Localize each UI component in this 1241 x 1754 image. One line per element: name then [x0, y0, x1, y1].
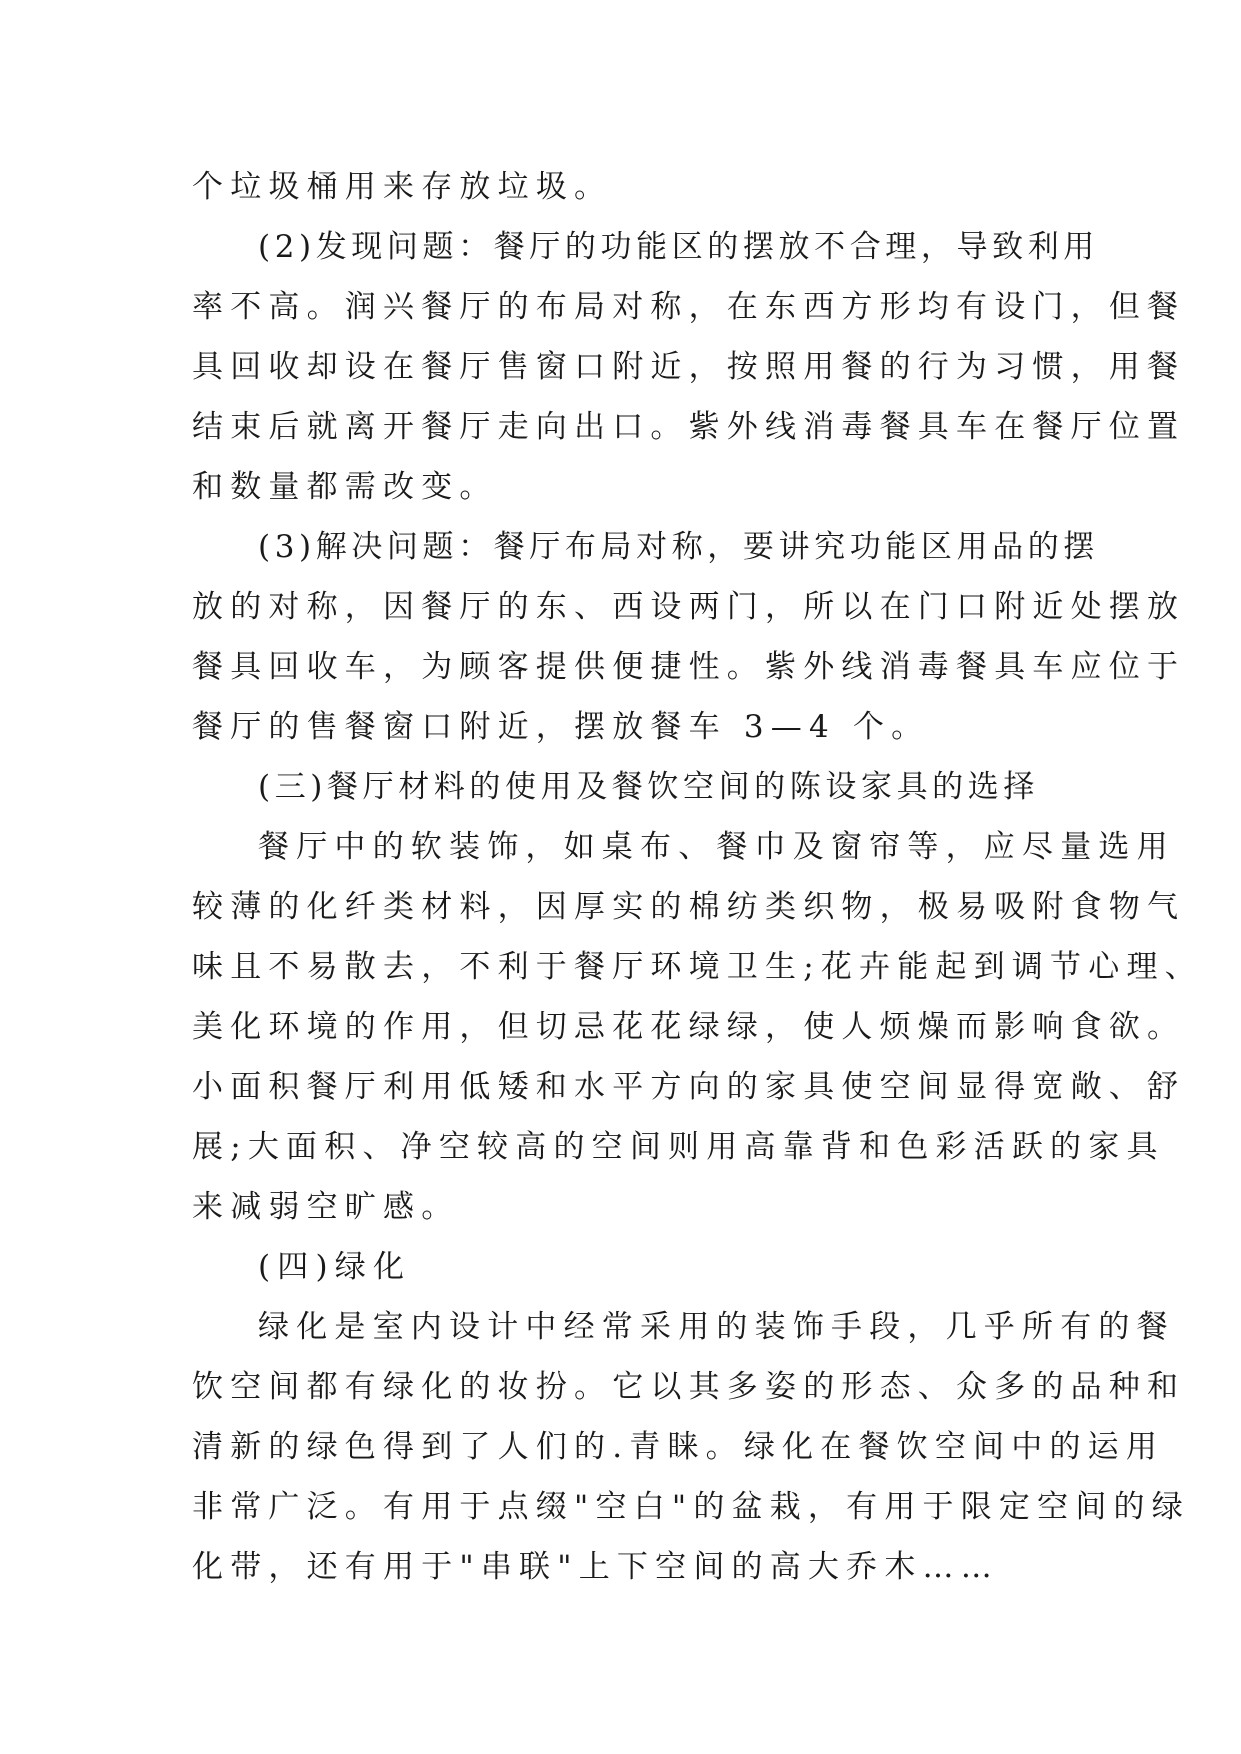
text-line: 绿化是室内设计中经常采用的装饰手段，几乎所有的餐 — [258, 1309, 1175, 1345]
text-line: 餐具回收车，为顾客提供便捷性。紫外线消毒餐具车应位于 — [192, 649, 1186, 685]
text-line: 率不高。润兴餐厅的布局对称，在东西方形均有设门，但餐 — [192, 289, 1186, 325]
text-line: 饮空间都有绿化的妆扮。它以其多姿的形态、众多的品种和 — [192, 1369, 1186, 1405]
text-line: (2)发现问题：餐厅的功能区的摆放不合理，导致利用 — [258, 229, 1099, 265]
section-heading: (三)餐厅材料的使用及餐饮空间的陈设家具的选择 — [258, 769, 1039, 805]
text-line: 放的对称，因餐厅的东、西设两门，所以在门口附近处摆放 — [192, 589, 1186, 625]
text-line: 美化环境的作用，但切忌花花绿绿，使人烦燥而影响食欲。 — [192, 1009, 1186, 1045]
text-line: 具回收却设在餐厅售窗口附近，按照用餐的行为习惯，用餐 — [192, 349, 1186, 385]
text-line: 较薄的化纤类材料，因厚实的棉纺类织物，极易吸附食物气 — [192, 889, 1186, 925]
text-line: (3)解决问题：餐厅布局对称，要讲究功能区用品的摆 — [258, 529, 1099, 565]
text-line: 来减弱空旷感。 — [192, 1189, 460, 1225]
text-line: 餐厅中的软装饰，如桌布、餐巾及窗帘等，应尽量选用 — [258, 829, 1175, 865]
text-line: 结束后就离开餐厅走向出口。紫外线消毒餐具车在餐厅位置 — [192, 409, 1186, 445]
text-line: 味且不易散去，不利于餐厅环境卫生;花卉能起到调节心理、 — [192, 949, 1203, 985]
text-line: 展;大面积、净空较高的空间则用高靠背和色彩活跃的家具 — [192, 1129, 1165, 1165]
text-line: 小面积餐厅利用低矮和水平方向的家具使空间显得宽敞、舒 — [192, 1069, 1186, 1105]
text-line: 餐厅的售餐窗口附近，摆放餐车 3—4 个。 — [192, 709, 930, 745]
text-line: 清新的绿色得到了人们的.青睐。绿化在餐饮空间中的运用 — [192, 1429, 1165, 1465]
document-body — [192, 157, 1203, 1597]
text-line: 非常广泛。有用于点缀"空白"的盆栽，有用于限定空间的绿 — [192, 1489, 1190, 1525]
text-line: 个垃圾桶用来存放垃圾。 — [192, 169, 613, 205]
section-heading: (四)绿化 — [258, 1249, 412, 1285]
text-line: 和数量都需改变。 — [192, 469, 498, 505]
text-line: 化带，还有用于"串联"上下空间的高大乔木…… — [192, 1549, 999, 1585]
